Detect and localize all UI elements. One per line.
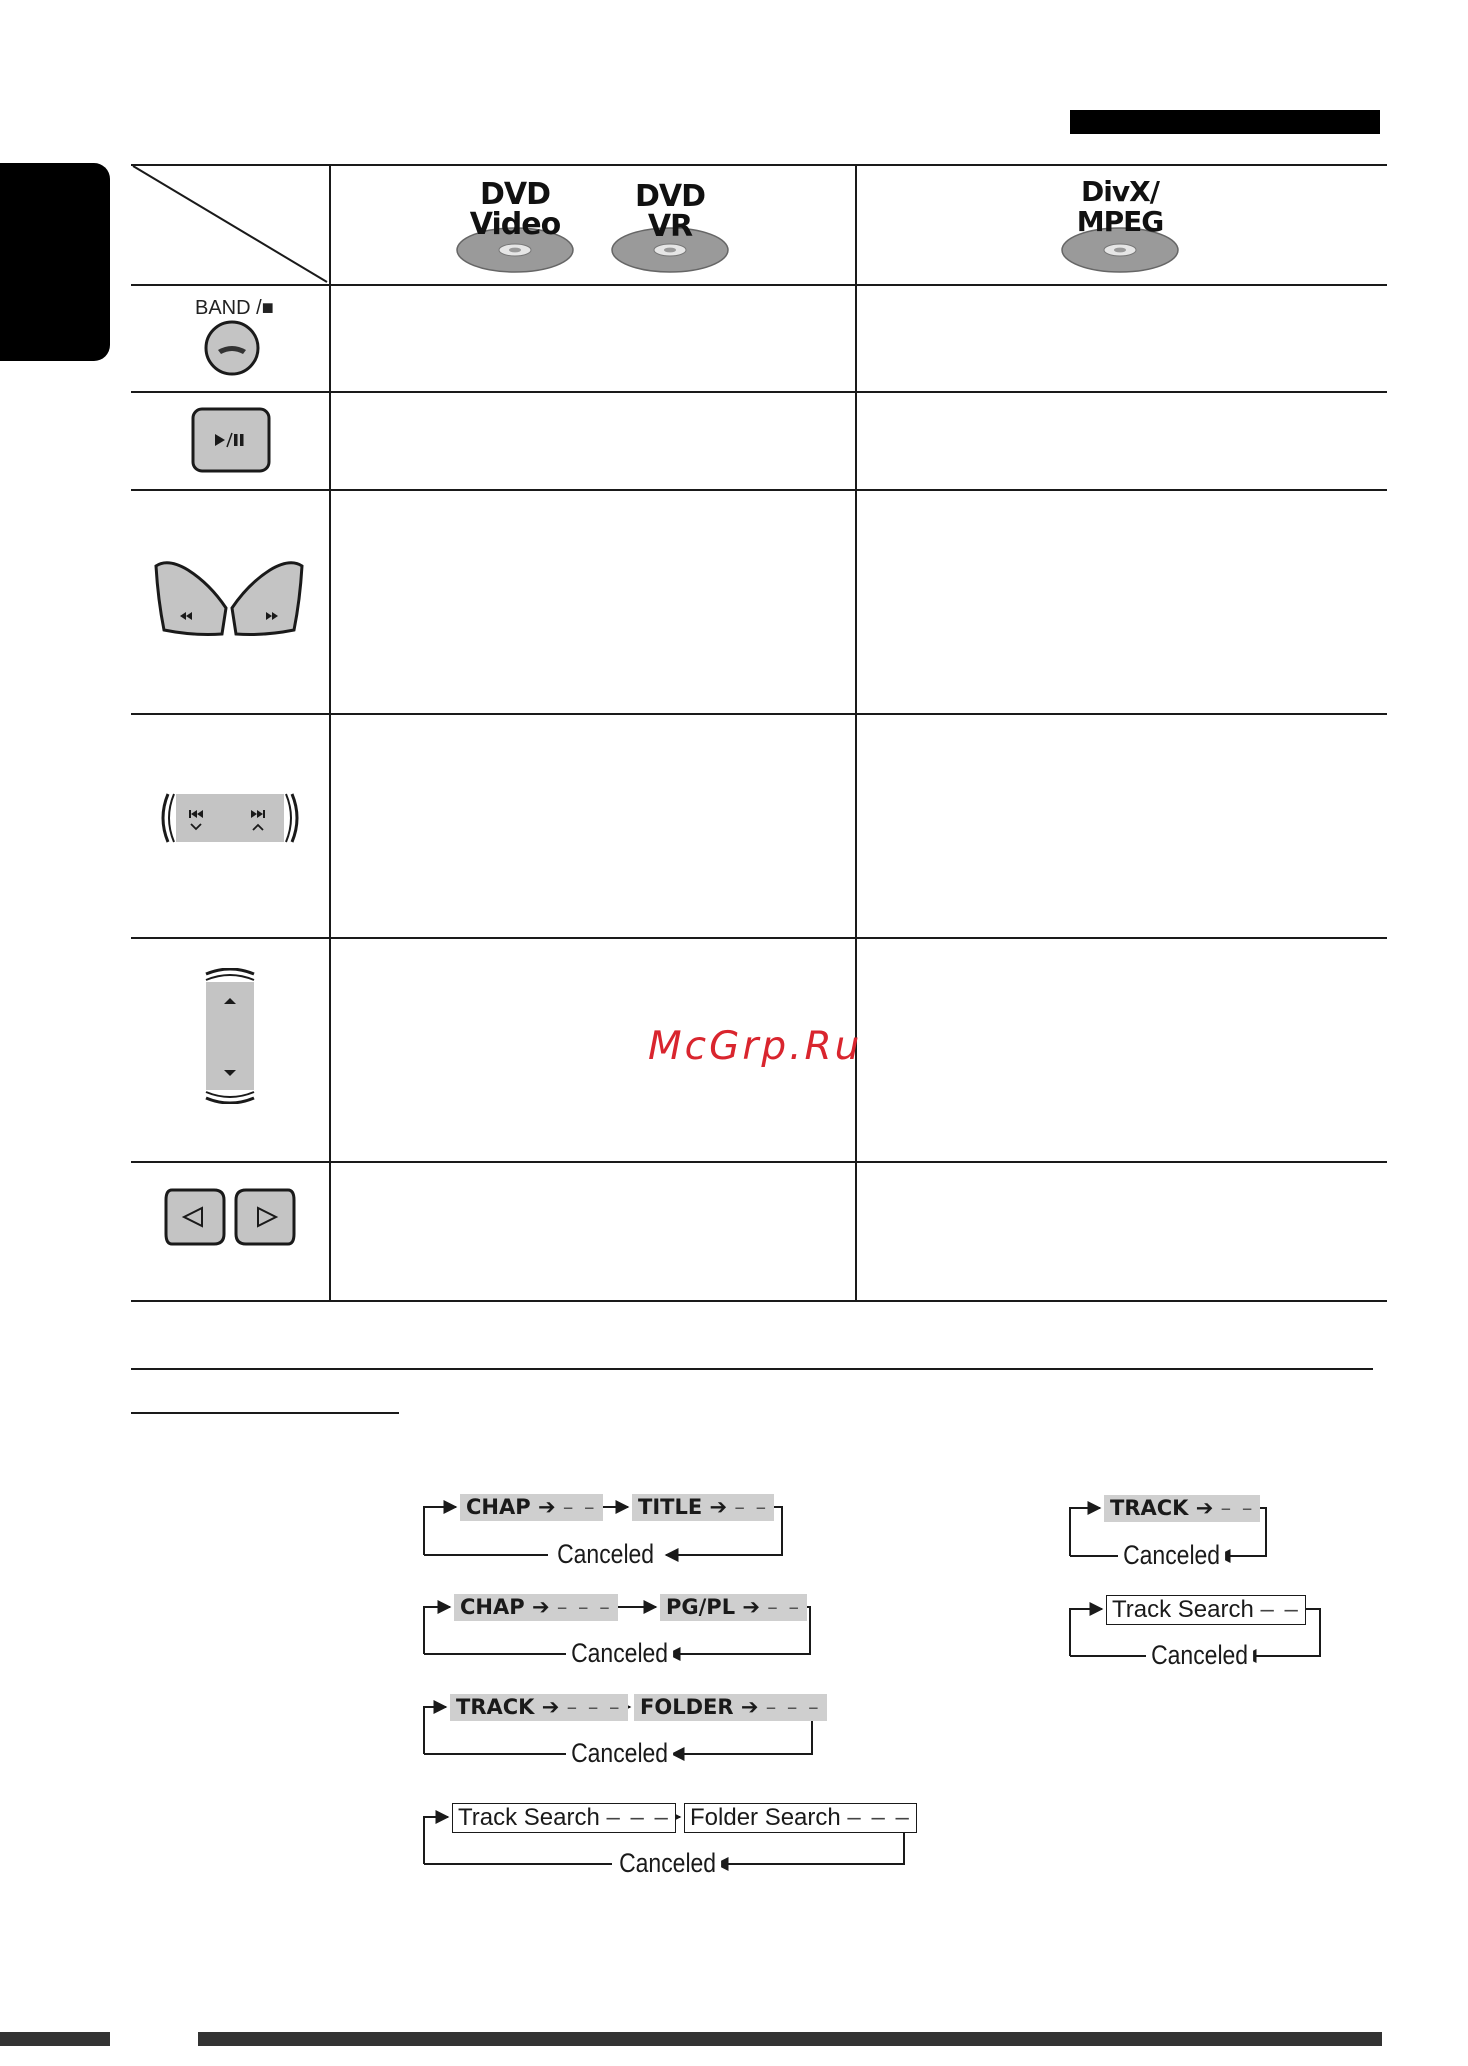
band-stop-label: BAND /■ <box>195 297 274 319</box>
dvd-vr-line2: VR <box>647 209 693 244</box>
flow4-canceled: Canceled <box>614 1850 721 1877</box>
mpeg-line2: MPEG <box>1076 205 1164 238</box>
footer-bar-left <box>0 2032 110 2046</box>
dvd-video-line2: Video <box>469 207 561 242</box>
flow4-box-track-search: Track Search – – – <box>452 1803 676 1833</box>
flow3-canceled: Canceled <box>566 1740 673 1767</box>
flow3-chip-track: TRACK ➔ – – – <box>450 1694 628 1721</box>
flow2-chip-chap: CHAP ➔ – – – <box>454 1594 618 1621</box>
flow1-canceled: Canceled <box>552 1541 659 1568</box>
flow2-canceled: Canceled <box>566 1640 673 1667</box>
watermark: McGrp.Ru <box>648 1024 863 1069</box>
flow1-chip-chap: CHAP ➔ – – <box>460 1494 603 1521</box>
dvd-vr-line1: DVD <box>634 179 706 214</box>
flow1-chip-title: TITLE ➔ – – <box>632 1494 774 1521</box>
flow4-box-folder-search: Folder Search – – – <box>684 1803 917 1833</box>
flow6-box-track-search: Track Search – – <box>1106 1595 1306 1625</box>
flow2-chip-pgpl: PG/PL ➔ – – <box>660 1594 807 1621</box>
flow3-chip-folder: FOLDER ➔ – – – <box>634 1694 827 1721</box>
footer-bar-right <box>198 2032 1382 2046</box>
dvd-video-line1: DVD <box>479 177 551 212</box>
flow6-canceled: Canceled <box>1146 1642 1253 1669</box>
flow5-chip-track: TRACK ➔ – – <box>1104 1495 1260 1522</box>
flow5-canceled: Canceled <box>1118 1542 1225 1569</box>
divx-line1: DivX/ <box>1081 175 1159 208</box>
